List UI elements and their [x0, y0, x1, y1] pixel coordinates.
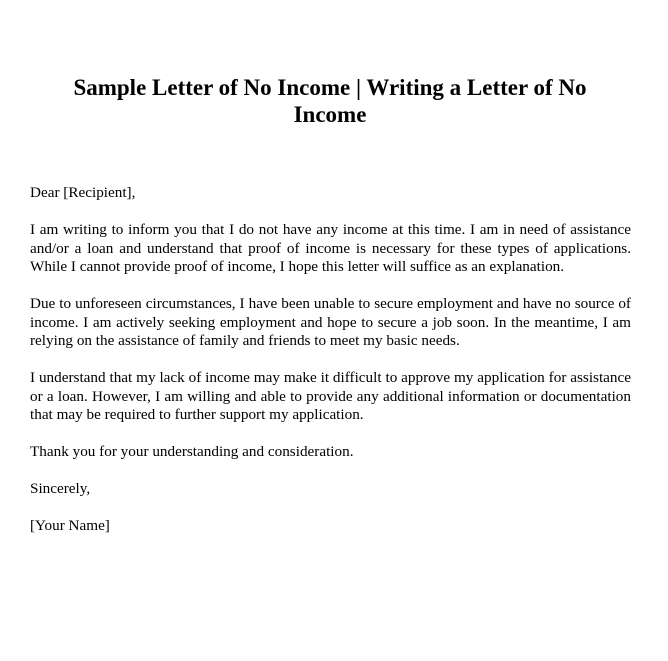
salutation: Dear [Recipient], — [30, 184, 136, 201]
letter-body — [30, 184, 631, 554]
paragraph-request: I understand that my lack of income may make it difficult to approve my application for assistance or a loan. However, I am willing and able to provide any additional information or documentation that may be required to further support my application. — [30, 369, 631, 423]
closing: Sincerely, — [30, 480, 91, 497]
signature: [Your Name] — [30, 517, 110, 534]
page-title: Sample Letter of No Income | Writing a Letter of No Income — [73, 75, 587, 127]
paragraph-circumstances: Due to unforeseen circumstances, I have been unable to secure employment and have no source of income. I am actively seeking employment and hope to secure a job soon. In the meantime, I am relying on the assistance of family and friends to meet my basic needs. — [30, 295, 631, 349]
paragraph-intro: I am writing to inform you that I do not have any income at this time. I am in need of assistance and/or a loan and understand that proof of income is necessary for these types of applications. While I cannot provide proof of income, I hope this letter will suffice as an explanation. — [30, 221, 631, 275]
paragraph-thanks: Thank you for your understanding and consideration. — [30, 443, 354, 460]
